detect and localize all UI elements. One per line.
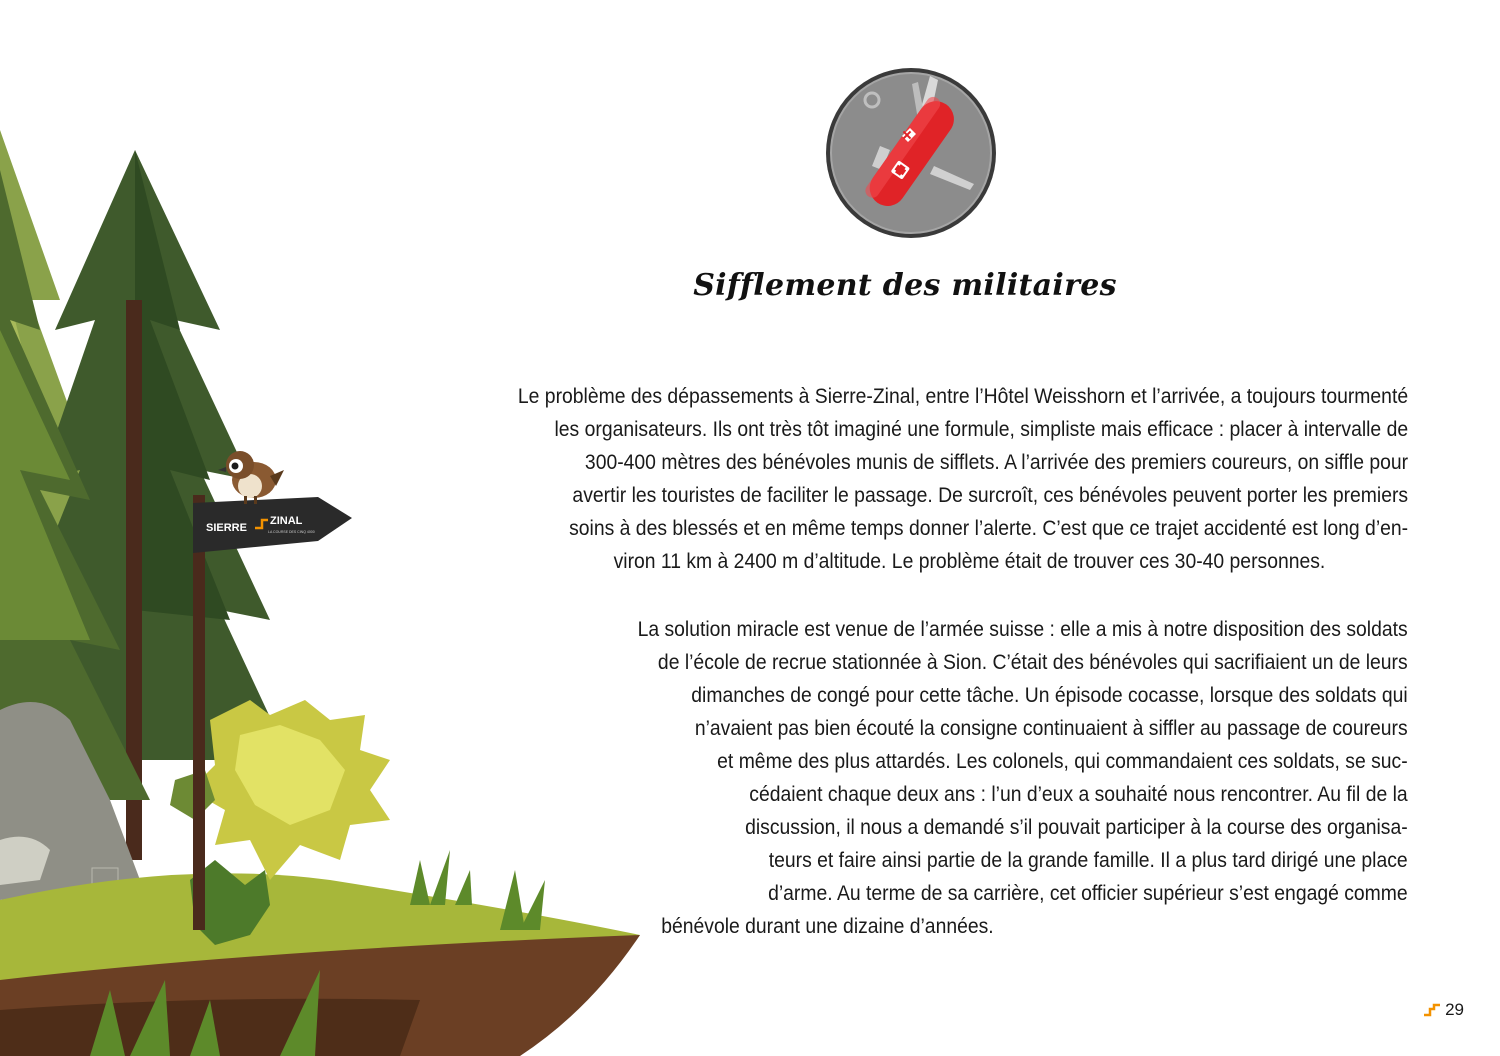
swiss-army-knife-icon — [824, 66, 998, 240]
paragraph-line: de l’école de recrue stationnée à Sion. C’était des bénévoles qui sacrifiaient un de leurs — [658, 650, 1408, 674]
article-title: Sifflement des militaires — [693, 268, 1117, 303]
paragraph-2 — [638, 613, 1408, 943]
paragraph-line: soins à des blessés et en même temps donner l’alerte. C’est que ce trajet accidenté est long d’en- — [569, 516, 1408, 540]
brand-step-icon — [1423, 1003, 1441, 1017]
sign-brand-right: ZINAL — [270, 515, 303, 527]
paragraph-line: viron 11 km à 2400 m d’altitude. Le problème était de trouver ces 30-40 personnes. — [613, 549, 1326, 573]
paragraph-line: Le problème des dépassements à Sierre-Zinal, entre l’Hôtel Weisshorn et l’arrivée, a toujours tourmenté — [517, 384, 1408, 408]
paragraph-line: 300-400 mètres des bénévoles munis de sifflets. A l’arrivée des premiers coureurs, on siffle pour — [584, 450, 1408, 474]
paragraph-line: bénévole durant une dizaine d’années. — [661, 914, 994, 938]
paragraph-line: d’arme. Au terme de sa carrière, cet officier supérieur s’est engagé comme — [768, 881, 1408, 905]
paragraph-line: discussion, il nous a demandé s’il pouvait participer à la course des organisa- — [745, 815, 1408, 839]
page-number — [1423, 1000, 1464, 1020]
paragraph-1 — [518, 380, 1408, 578]
paragraph-line: n’avaient pas bien écouté la consigne continuaient à siffler au passage de coureurs — [695, 716, 1408, 740]
paragraph-line: teurs et faire ainsi partie de la grande famille. Il a plus tard dirigé une place — [769, 848, 1408, 872]
sign-brand-left: SIERRE — [206, 522, 247, 534]
paragraph-line: cédaient chaque deux ans : l’un d’eux a souhaité nous rencontrer. Au fil de la — [749, 782, 1408, 806]
ground-island — [0, 873, 640, 1056]
sparrow — [218, 451, 284, 504]
paragraph-line: La solution miracle est venue de l’armée suisse : elle a mis à notre disposition des soldats — [637, 617, 1408, 641]
paragraph-line: dimanches de congé pour cette tâche. Un épisode cocasse, lorsque des soldats qui — [691, 683, 1408, 707]
sign-tagline: LA COURSE DES CINQ 4000 — [268, 530, 315, 534]
paragraph-line: les organisateurs. Ils ont très tôt imaginé une formule, simpliste mais efficace : placer à intervalle de — [554, 417, 1408, 441]
paragraph-line: et même des plus attardés. Les colonels, qui commandaient ces soldats, se suc- — [717, 749, 1408, 773]
page-number-text: 29 — [1445, 1000, 1464, 1019]
paragraph-line: avertir les touristes de faciliter le passage. De surcroît, ces bénévoles peuvent porter les premiers — [572, 483, 1408, 507]
